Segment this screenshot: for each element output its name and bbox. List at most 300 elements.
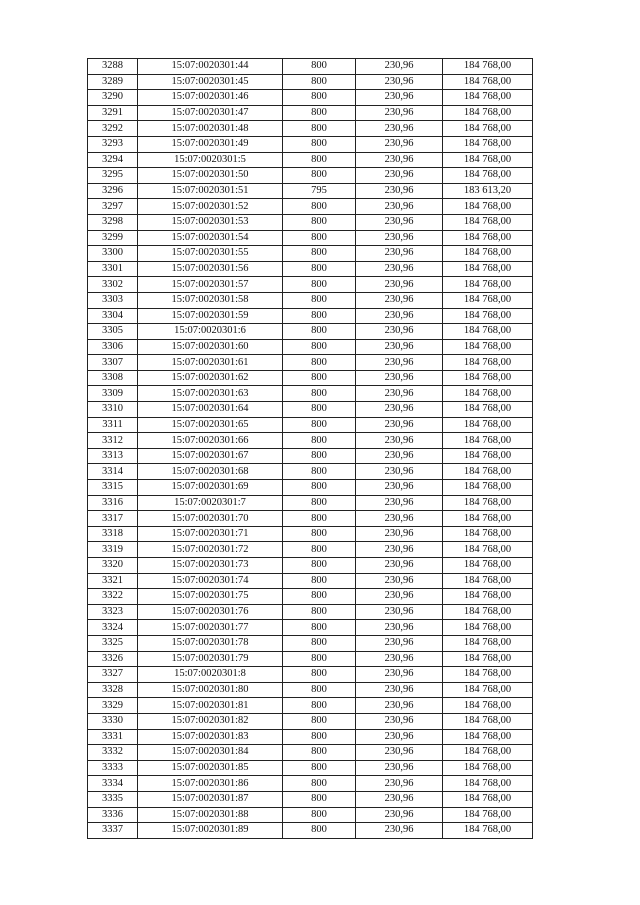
row-number-cell: 3316 — [88, 495, 138, 511]
row-number-cell: 3312 — [88, 433, 138, 449]
row-number-cell: 3304 — [88, 308, 138, 324]
cadastral-number-cell: 15:07:0020301:78 — [138, 635, 283, 651]
table-row — [88, 682, 533, 698]
cadastral-number-cell: 15:07:0020301:87 — [138, 791, 283, 807]
table-row — [88, 823, 533, 839]
quantity-cell: 800 — [283, 417, 356, 433]
unit-price-cell: 230,96 — [356, 635, 443, 651]
unit-price-cell: 230,96 — [356, 121, 443, 137]
table-row — [88, 604, 533, 620]
cadastral-number-cell: 15:07:0020301:62 — [138, 370, 283, 386]
cadastral-number-cell: 15:07:0020301:45 — [138, 74, 283, 90]
row-number-cell: 3300 — [88, 246, 138, 262]
cadastral-number-cell: 15:07:0020301:8 — [138, 667, 283, 683]
total-value-cell: 184 768,00 — [443, 90, 533, 106]
cadastral-number-cell: 15:07:0020301:76 — [138, 604, 283, 620]
total-value-cell: 184 768,00 — [443, 823, 533, 839]
table-row — [88, 152, 533, 168]
unit-price-cell: 230,96 — [356, 713, 443, 729]
cadastral-number-cell: 15:07:0020301:67 — [138, 448, 283, 464]
cadastral-number-cell: 15:07:0020301:60 — [138, 339, 283, 355]
row-number-cell: 3325 — [88, 635, 138, 651]
row-number-cell: 3324 — [88, 620, 138, 636]
unit-price-cell: 230,96 — [356, 511, 443, 527]
unit-price-cell: 230,96 — [356, 682, 443, 698]
row-number-cell: 3302 — [88, 277, 138, 293]
cadastral-number-cell: 15:07:0020301:44 — [138, 59, 283, 75]
unit-price-cell: 230,96 — [356, 246, 443, 262]
table-row — [88, 168, 533, 184]
row-number-cell: 3297 — [88, 199, 138, 215]
total-value-cell: 184 768,00 — [443, 370, 533, 386]
row-number-cell: 3292 — [88, 121, 138, 137]
quantity-cell: 800 — [283, 370, 356, 386]
quantity-cell: 800 — [283, 152, 356, 168]
row-number-cell: 3332 — [88, 745, 138, 761]
table-row — [88, 308, 533, 324]
total-value-cell: 184 768,00 — [443, 682, 533, 698]
cadastral-number-cell: 15:07:0020301:7 — [138, 495, 283, 511]
total-value-cell: 184 768,00 — [443, 261, 533, 277]
total-value-cell: 184 768,00 — [443, 230, 533, 246]
table-row — [88, 417, 533, 433]
table-row — [88, 760, 533, 776]
quantity-cell: 800 — [283, 308, 356, 324]
quantity-cell: 800 — [283, 386, 356, 402]
quantity-cell: 800 — [283, 355, 356, 371]
unit-price-cell: 230,96 — [356, 698, 443, 714]
unit-price-cell: 230,96 — [356, 464, 443, 480]
total-value-cell: 184 768,00 — [443, 776, 533, 792]
unit-price-cell: 230,96 — [356, 667, 443, 683]
row-number-cell: 3315 — [88, 480, 138, 496]
quantity-cell: 800 — [283, 74, 356, 90]
table-row — [88, 526, 533, 542]
total-value-cell: 184 768,00 — [443, 339, 533, 355]
quantity-cell: 800 — [283, 542, 356, 558]
table-row — [88, 121, 533, 137]
cadastral-number-cell: 15:07:0020301:72 — [138, 542, 283, 558]
quantity-cell: 800 — [283, 511, 356, 527]
quantity-cell: 800 — [283, 199, 356, 215]
quantity-cell: 795 — [283, 183, 356, 199]
table-row — [88, 59, 533, 75]
table-row — [88, 464, 533, 480]
cadastral-number-cell: 15:07:0020301:6 — [138, 324, 283, 340]
total-value-cell: 184 768,00 — [443, 277, 533, 293]
row-number-cell: 3288 — [88, 59, 138, 75]
table-row — [88, 542, 533, 558]
total-value-cell: 184 768,00 — [443, 355, 533, 371]
cadastral-number-cell: 15:07:0020301:54 — [138, 230, 283, 246]
unit-price-cell: 230,96 — [356, 152, 443, 168]
total-value-cell: 184 768,00 — [443, 635, 533, 651]
cadastral-number-cell: 15:07:0020301:51 — [138, 183, 283, 199]
total-value-cell: 184 768,00 — [443, 729, 533, 745]
unit-price-cell: 230,96 — [356, 292, 443, 308]
cadastral-number-cell: 15:07:0020301:75 — [138, 589, 283, 605]
row-number-cell: 3305 — [88, 324, 138, 340]
table-row — [88, 355, 533, 371]
quantity-cell: 800 — [283, 620, 356, 636]
row-number-cell: 3321 — [88, 573, 138, 589]
quantity-cell: 800 — [283, 635, 356, 651]
table-row — [88, 199, 533, 215]
cadastral-number-cell: 15:07:0020301:70 — [138, 511, 283, 527]
total-value-cell: 184 768,00 — [443, 136, 533, 152]
cadastral-number-cell: 15:07:0020301:89 — [138, 823, 283, 839]
table-row — [88, 573, 533, 589]
cadastral-number-cell: 15:07:0020301:66 — [138, 433, 283, 449]
quantity-cell: 800 — [283, 698, 356, 714]
quantity-cell: 800 — [283, 776, 356, 792]
unit-price-cell: 230,96 — [356, 526, 443, 542]
unit-price-cell: 230,96 — [356, 480, 443, 496]
total-value-cell: 184 768,00 — [443, 168, 533, 184]
quantity-cell: 800 — [283, 168, 356, 184]
unit-price-cell: 230,96 — [356, 214, 443, 230]
total-value-cell: 184 768,00 — [443, 526, 533, 542]
quantity-cell: 800 — [283, 495, 356, 511]
quantity-cell: 800 — [283, 745, 356, 761]
total-value-cell: 184 768,00 — [443, 807, 533, 823]
total-value-cell: 184 768,00 — [443, 152, 533, 168]
unit-price-cell: 230,96 — [356, 604, 443, 620]
quantity-cell: 800 — [283, 136, 356, 152]
total-value-cell: 184 768,00 — [443, 620, 533, 636]
row-number-cell: 3298 — [88, 214, 138, 230]
cadastral-number-cell: 15:07:0020301:48 — [138, 121, 283, 137]
unit-price-cell: 230,96 — [356, 823, 443, 839]
table-row — [88, 480, 533, 496]
unit-price-cell: 230,96 — [356, 105, 443, 121]
table-row — [88, 261, 533, 277]
quantity-cell: 800 — [283, 713, 356, 729]
quantity-cell: 800 — [283, 791, 356, 807]
table-row — [88, 745, 533, 761]
quantity-cell: 800 — [283, 667, 356, 683]
total-value-cell: 184 768,00 — [443, 480, 533, 496]
row-number-cell: 3296 — [88, 183, 138, 199]
unit-price-cell: 230,96 — [356, 807, 443, 823]
total-value-cell: 184 768,00 — [443, 589, 533, 605]
row-number-cell: 3331 — [88, 729, 138, 745]
unit-price-cell: 230,96 — [356, 90, 443, 106]
quantity-cell: 800 — [283, 760, 356, 776]
quantity-cell: 800 — [283, 214, 356, 230]
row-number-cell: 3309 — [88, 386, 138, 402]
quantity-cell: 800 — [283, 261, 356, 277]
unit-price-cell: 230,96 — [356, 448, 443, 464]
total-value-cell: 184 768,00 — [443, 791, 533, 807]
table-row — [88, 667, 533, 683]
unit-price-cell: 230,96 — [356, 370, 443, 386]
row-number-cell: 3327 — [88, 667, 138, 683]
table-row — [88, 370, 533, 386]
table-row — [88, 386, 533, 402]
total-value-cell: 184 768,00 — [443, 433, 533, 449]
unit-price-cell: 230,96 — [356, 791, 443, 807]
quantity-cell: 800 — [283, 573, 356, 589]
table-row — [88, 729, 533, 745]
unit-price-cell: 230,96 — [356, 230, 443, 246]
unit-price-cell: 230,96 — [356, 729, 443, 745]
cadastral-number-cell: 15:07:0020301:88 — [138, 807, 283, 823]
row-number-cell: 3301 — [88, 261, 138, 277]
row-number-cell: 3317 — [88, 511, 138, 527]
table-row — [88, 90, 533, 106]
table-row — [88, 246, 533, 262]
row-number-cell: 3328 — [88, 682, 138, 698]
unit-price-cell: 230,96 — [356, 277, 443, 293]
total-value-cell: 184 768,00 — [443, 542, 533, 558]
row-number-cell: 3290 — [88, 90, 138, 106]
quantity-cell: 800 — [283, 448, 356, 464]
cadastral-number-cell: 15:07:0020301:68 — [138, 464, 283, 480]
row-number-cell: 3293 — [88, 136, 138, 152]
cadastral-number-cell: 15:07:0020301:84 — [138, 745, 283, 761]
unit-price-cell: 230,96 — [356, 183, 443, 199]
row-number-cell: 3333 — [88, 760, 138, 776]
table-row — [88, 183, 533, 199]
table-row — [88, 324, 533, 340]
unit-price-cell: 230,96 — [356, 558, 443, 574]
row-number-cell: 3318 — [88, 526, 138, 542]
table-row — [88, 495, 533, 511]
table-row — [88, 136, 533, 152]
cadastral-number-cell: 15:07:0020301:50 — [138, 168, 283, 184]
cadastral-number-cell: 15:07:0020301:53 — [138, 214, 283, 230]
cadastral-number-cell: 15:07:0020301:52 — [138, 199, 283, 215]
row-number-cell: 3319 — [88, 542, 138, 558]
row-number-cell: 3326 — [88, 651, 138, 667]
total-value-cell: 184 768,00 — [443, 495, 533, 511]
quantity-cell: 800 — [283, 823, 356, 839]
cadastral-number-cell: 15:07:0020301:69 — [138, 480, 283, 496]
total-value-cell: 184 768,00 — [443, 448, 533, 464]
total-value-cell: 184 768,00 — [443, 121, 533, 137]
cadastral-number-cell: 15:07:0020301:61 — [138, 355, 283, 371]
row-number-cell: 3322 — [88, 589, 138, 605]
parcel-value-table — [87, 58, 533, 839]
table-row — [88, 791, 533, 807]
table-row — [88, 651, 533, 667]
total-value-cell: 184 768,00 — [443, 667, 533, 683]
total-value-cell: 184 768,00 — [443, 324, 533, 340]
quantity-cell: 800 — [283, 729, 356, 745]
quantity-cell: 800 — [283, 105, 356, 121]
quantity-cell: 800 — [283, 324, 356, 340]
cadastral-number-cell: 15:07:0020301:47 — [138, 105, 283, 121]
quantity-cell: 800 — [283, 682, 356, 698]
quantity-cell: 800 — [283, 246, 356, 262]
table-row — [88, 511, 533, 527]
cadastral-number-cell: 15:07:0020301:55 — [138, 246, 283, 262]
total-value-cell: 184 768,00 — [443, 417, 533, 433]
table-row — [88, 558, 533, 574]
row-number-cell: 3307 — [88, 355, 138, 371]
cadastral-number-cell: 15:07:0020301:5 — [138, 152, 283, 168]
unit-price-cell: 230,96 — [356, 542, 443, 558]
table-row — [88, 277, 533, 293]
total-value-cell: 184 768,00 — [443, 246, 533, 262]
total-value-cell: 184 768,00 — [443, 760, 533, 776]
total-value-cell: 184 768,00 — [443, 604, 533, 620]
unit-price-cell: 230,96 — [356, 59, 443, 75]
unit-price-cell: 230,96 — [356, 417, 443, 433]
unit-price-cell: 230,96 — [356, 74, 443, 90]
total-value-cell: 184 768,00 — [443, 573, 533, 589]
cadastral-number-cell: 15:07:0020301:86 — [138, 776, 283, 792]
quantity-cell: 800 — [283, 558, 356, 574]
table-row — [88, 698, 533, 714]
row-number-cell: 3310 — [88, 402, 138, 418]
quantity-cell: 800 — [283, 59, 356, 75]
cadastral-number-cell: 15:07:0020301:82 — [138, 713, 283, 729]
row-number-cell: 3336 — [88, 807, 138, 823]
table-row — [88, 74, 533, 90]
unit-price-cell: 230,96 — [356, 308, 443, 324]
total-value-cell: 184 768,00 — [443, 651, 533, 667]
total-value-cell: 183 613,20 — [443, 183, 533, 199]
cadastral-number-cell: 15:07:0020301:73 — [138, 558, 283, 574]
table-row — [88, 339, 533, 355]
row-number-cell: 3337 — [88, 823, 138, 839]
unit-price-cell: 230,96 — [356, 651, 443, 667]
total-value-cell: 184 768,00 — [443, 308, 533, 324]
table-row — [88, 635, 533, 651]
row-number-cell: 3313 — [88, 448, 138, 464]
unit-price-cell: 230,96 — [356, 136, 443, 152]
cadastral-number-cell: 15:07:0020301:46 — [138, 90, 283, 106]
total-value-cell: 184 768,00 — [443, 713, 533, 729]
quantity-cell: 800 — [283, 402, 356, 418]
total-value-cell: 184 768,00 — [443, 558, 533, 574]
unit-price-cell: 230,96 — [356, 261, 443, 277]
table-row — [88, 713, 533, 729]
unit-price-cell: 230,96 — [356, 355, 443, 371]
quantity-cell: 800 — [283, 589, 356, 605]
table-row — [88, 776, 533, 792]
table-row — [88, 433, 533, 449]
row-number-cell: 3308 — [88, 370, 138, 386]
row-number-cell: 3320 — [88, 558, 138, 574]
quantity-cell: 800 — [283, 230, 356, 246]
unit-price-cell: 230,96 — [356, 386, 443, 402]
total-value-cell: 184 768,00 — [443, 464, 533, 480]
cadastral-number-cell: 15:07:0020301:79 — [138, 651, 283, 667]
table-row — [88, 105, 533, 121]
table-row — [88, 807, 533, 823]
quantity-cell: 800 — [283, 604, 356, 620]
total-value-cell: 184 768,00 — [443, 386, 533, 402]
table-body — [88, 59, 533, 839]
total-value-cell: 184 768,00 — [443, 698, 533, 714]
row-number-cell: 3306 — [88, 339, 138, 355]
cadastral-number-cell: 15:07:0020301:74 — [138, 573, 283, 589]
total-value-cell: 184 768,00 — [443, 745, 533, 761]
total-value-cell: 184 768,00 — [443, 59, 533, 75]
quantity-cell: 800 — [283, 651, 356, 667]
quantity-cell: 800 — [283, 526, 356, 542]
cadastral-number-cell: 15:07:0020301:56 — [138, 261, 283, 277]
row-number-cell: 3291 — [88, 105, 138, 121]
cadastral-number-cell: 15:07:0020301:59 — [138, 308, 283, 324]
cadastral-number-cell: 15:07:0020301:77 — [138, 620, 283, 636]
quantity-cell: 800 — [283, 433, 356, 449]
unit-price-cell: 230,96 — [356, 168, 443, 184]
unit-price-cell: 230,96 — [356, 199, 443, 215]
unit-price-cell: 230,96 — [356, 573, 443, 589]
quantity-cell: 800 — [283, 277, 356, 293]
table-row — [88, 230, 533, 246]
unit-price-cell: 230,96 — [356, 760, 443, 776]
cadastral-number-cell: 15:07:0020301:63 — [138, 386, 283, 402]
cadastral-number-cell: 15:07:0020301:64 — [138, 402, 283, 418]
row-number-cell: 3329 — [88, 698, 138, 714]
row-number-cell: 3311 — [88, 417, 138, 433]
cadastral-number-cell: 15:07:0020301:65 — [138, 417, 283, 433]
row-number-cell: 3323 — [88, 604, 138, 620]
unit-price-cell: 230,96 — [356, 433, 443, 449]
total-value-cell: 184 768,00 — [443, 402, 533, 418]
row-number-cell: 3299 — [88, 230, 138, 246]
total-value-cell: 184 768,00 — [443, 292, 533, 308]
unit-price-cell: 230,96 — [356, 339, 443, 355]
unit-price-cell: 230,96 — [356, 745, 443, 761]
unit-price-cell: 230,96 — [356, 620, 443, 636]
row-number-cell: 3289 — [88, 74, 138, 90]
quantity-cell: 800 — [283, 292, 356, 308]
cadastral-number-cell: 15:07:0020301:49 — [138, 136, 283, 152]
row-number-cell: 3294 — [88, 152, 138, 168]
row-number-cell: 3303 — [88, 292, 138, 308]
total-value-cell: 184 768,00 — [443, 214, 533, 230]
cadastral-number-cell: 15:07:0020301:83 — [138, 729, 283, 745]
quantity-cell: 800 — [283, 339, 356, 355]
table-row — [88, 402, 533, 418]
total-value-cell: 184 768,00 — [443, 105, 533, 121]
table-row — [88, 292, 533, 308]
cadastral-number-cell: 15:07:0020301:57 — [138, 277, 283, 293]
row-number-cell: 3314 — [88, 464, 138, 480]
table-row — [88, 214, 533, 230]
cadastral-number-cell: 15:07:0020301:85 — [138, 760, 283, 776]
quantity-cell: 800 — [283, 464, 356, 480]
cadastral-number-cell: 15:07:0020301:80 — [138, 682, 283, 698]
table-row — [88, 589, 533, 605]
table-row — [88, 448, 533, 464]
unit-price-cell: 230,96 — [356, 495, 443, 511]
unit-price-cell: 230,96 — [356, 589, 443, 605]
cadastral-number-cell: 15:07:0020301:81 — [138, 698, 283, 714]
row-number-cell: 3334 — [88, 776, 138, 792]
unit-price-cell: 230,96 — [356, 402, 443, 418]
row-number-cell: 3330 — [88, 713, 138, 729]
table-row — [88, 620, 533, 636]
unit-price-cell: 230,96 — [356, 324, 443, 340]
cadastral-number-cell: 15:07:0020301:58 — [138, 292, 283, 308]
cadastral-number-cell: 15:07:0020301:71 — [138, 526, 283, 542]
unit-price-cell: 230,96 — [356, 776, 443, 792]
quantity-cell: 800 — [283, 807, 356, 823]
total-value-cell: 184 768,00 — [443, 74, 533, 90]
total-value-cell: 184 768,00 — [443, 199, 533, 215]
quantity-cell: 800 — [283, 121, 356, 137]
total-value-cell: 184 768,00 — [443, 511, 533, 527]
quantity-cell: 800 — [283, 90, 356, 106]
row-number-cell: 3295 — [88, 168, 138, 184]
